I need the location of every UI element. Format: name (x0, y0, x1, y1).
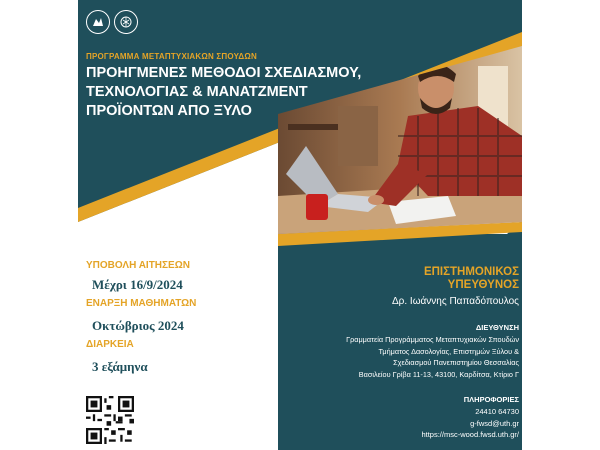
university-logo-icon (86, 10, 110, 34)
qr-code-icon[interactable] (86, 396, 134, 444)
start-value: Οκτώβριος 2024 (92, 318, 184, 333)
scientific-lead-title-line: ΥΠΕΥΘΥΝΟΣ (447, 279, 519, 291)
contact-block (421, 406, 519, 441)
contact-email[interactable]: g-fwsd@uth.gr (470, 418, 519, 428)
logos (86, 10, 138, 34)
contact-website[interactable]: https://msc-wood.fwsd.uth.gr/ (421, 430, 519, 439)
applications-value: Μέχρι 16/9/2024 (92, 277, 183, 292)
address-line: Γραμματεία Προγράμματος Μεταπτυχιακών Σπουδών (346, 335, 519, 344)
contact-heading: ΠΛΗΡΟΦΟΡΙΕΣ (463, 395, 519, 404)
address-block (346, 334, 519, 380)
applications-label: ΥΠΟΒΟΛΗ ΑΙΤΗΣΕΩΝ (86, 260, 190, 271)
scientific-lead-name: Δρ. Ιωάννης Παπαδόπουλος (392, 296, 519, 307)
duration-label: ΔΙΑΡΚΕΙΑ (86, 339, 134, 350)
title-line: ΤΕΧΝΟΛΟΓΙΑΣ & ΜΑΝΑΤΖΜΕΝΤ (86, 84, 308, 100)
address-line: Σχεδιασμού Πανεπιστημίου Θεσσαλίας (393, 358, 519, 367)
program-title (86, 64, 361, 121)
duration-value: 3 εξάμηνα (92, 359, 148, 374)
scientific-lead-title-line: ΕΠΙΣΤΗΜΟΝΙΚΟΣ (423, 266, 519, 278)
contact-phone[interactable]: 24410 64730 (475, 407, 519, 416)
program-subtitle: ΠΡΟΓΡΑΜΜΑ ΜΕΤΑΠΤΥΧΙΑΚΩΝ ΣΠΟΥΔΩΝ (86, 52, 257, 61)
poster (78, 0, 522, 450)
scientific-lead-title (424, 266, 519, 292)
address-line: Τμήματος Δασολογίας, Επιστημών Ξύλου & (378, 346, 519, 356)
address-line: Βασιλείου Γρίβα 11-13, 43100, Καρδίτσα, Κτίριο Γ (358, 369, 519, 379)
address-heading: ΔΙΕΥΘΥΝΣΗ (475, 323, 519, 332)
department-logo-icon (114, 10, 138, 34)
start-label: ΕΝΑΡΞΗ ΜΑΘΗΜΑΤΩΝ (86, 298, 197, 309)
title-line: ΠΡΟΪΟΝΤΩΝ ΑΠΟ ΞΥΛΟ (86, 103, 252, 119)
title-line: ΠΡΟΗΓΜΕΝΕΣ ΜΕΘΟΔΟΙ ΣΧΕΔΙΑΣΜΟΥ, (86, 65, 362, 81)
